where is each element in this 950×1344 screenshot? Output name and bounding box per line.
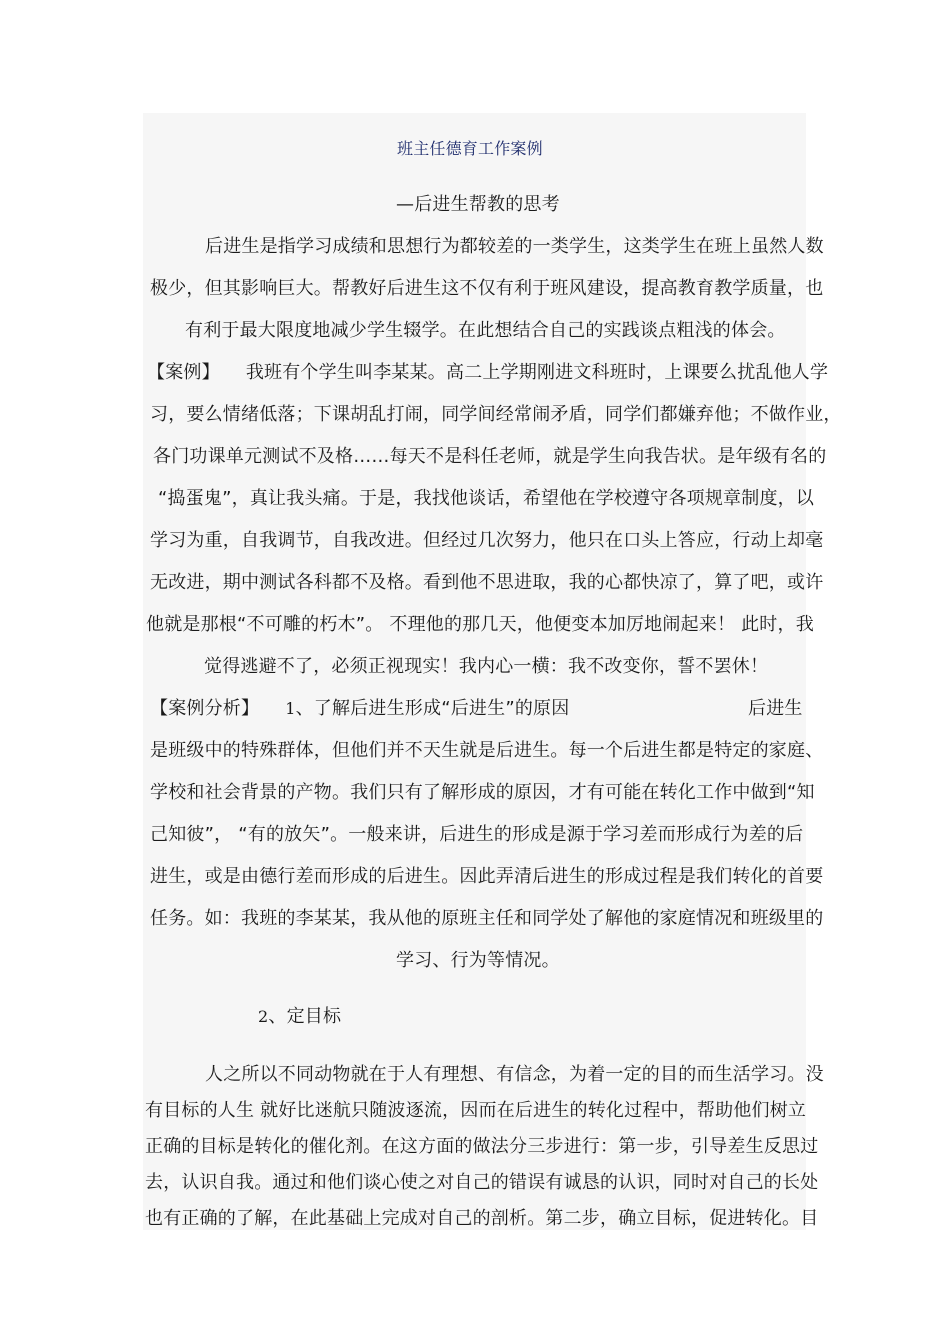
intro-line-1: 后进生是指学习成绩和思想行为都较差的一类学生，这类学生在班上虽然人数 <box>205 236 824 257</box>
analysis-line-2: 学校和社会背景的产物。我们只有了解形成的原因，才有可能在转化工作中做到“知 <box>150 782 815 803</box>
goal-line-5: 也有正确的了解，在此基础上完成对自己的剖析。第二步，确立目标，促进转化。目 <box>145 1208 819 1229</box>
point-1-number: 1 <box>285 699 296 718</box>
goal-line-3: 正确的目标是转化的催化剂。在这方面的做法分三步进行：第一步，引导差生反思过 <box>145 1136 819 1157</box>
case-line-8: 觉得逃避不了，必须正视现实！我内心一横：我不改变你，誓不罢休！ <box>204 656 769 677</box>
case-line-1 <box>147 360 828 386</box>
point-2-heading: 、定目标 <box>268 1006 342 1027</box>
point-1-heading: 、了解后进生形成“后进生”的原因 <box>295 698 570 719</box>
case-line-4: “捣蛋鬼”，真让我头痛。于是，我找他谈话，希望他在学校遵守各项规章制度，以 <box>158 488 815 509</box>
case-text-1: 我班有个学生叫李某某。高二上学期刚进文科班时，上课要么扰乱他人学 <box>245 362 829 383</box>
case-line-6: 无改进，期中测试各科都不及格。看到他不思进取，我的心都快凉了，算了吧，或许 <box>150 572 824 593</box>
case-line-2: 习，要么情绪低落；下课胡乱打闹，同学间经常闹矛盾，同学们都嫌弃他；不做作业， <box>150 404 842 425</box>
analysis-line-3: 己知彼”， “有的放矢”。一般来讲，后进生的形成是源于学习差而形成行为差的后 <box>150 824 804 845</box>
case-line-7: 他就是那根“不可雕的朽木”。 不理他的那几天，他便变本加厉地闹起来！ 此时，我 <box>146 614 814 635</box>
intro-line-3: 有利于最大限度地减少学生辍学。在此想结合自己的实践谈点粗浅的体会。 <box>185 320 786 341</box>
point-1-tail: 后进生 <box>748 698 803 719</box>
analysis-line-6: 学习、行为等情况。 <box>396 950 560 971</box>
doc-title: 班主任德育工作案例 <box>397 139 543 158</box>
goal-line-4: 去，认识自我。通过和他们谈心使之对自己的错误有诚恳的认识，同时对自己的长处 <box>145 1172 819 1193</box>
analysis-line-5: 任务。如：我班的李某某，我从他的原班主任和同学处了解他的家庭情况和班级里的 <box>150 908 824 929</box>
analysis-label: 【案例分析】 <box>150 698 260 719</box>
case-line-3: 各门功课单元测试不及格……每天不是科任老师，就是学生向我告状。是年级有名的 <box>153 446 827 467</box>
case-label: 【案例】 <box>147 362 220 383</box>
point-2-number: 2 <box>258 1007 269 1026</box>
intro-line-2: 极少，但其影响巨大。帮教好后进生这不仅有利于班风建设，提高教育教学质量，也 <box>150 278 824 299</box>
analysis-line-4: 进生，或是由德行差而形成的后进生。因此弄清后进生的形成过程是我们转化的首要 <box>150 866 824 887</box>
analysis-line-1: 是班级中的特殊群体，但他们并不天生就是后进生。每一个后进生都是特定的家庭、 <box>150 740 824 761</box>
goal-line-2: 有目标的人生 就好比迷航只随波逐流，因而在后进生的转化过程中，帮助他们树立 <box>145 1100 807 1121</box>
point-2-heading-line <box>258 1004 341 1030</box>
goal-line-1: 人之所以不同动物就在于人有理想、有信念，为着一定的目的而生活学习。没 <box>205 1064 824 1085</box>
analysis-heading-line <box>150 696 569 722</box>
case-line-5: 学习为重，自我调节，自我改进。但经过几次努力，他只在口头上答应，行动上却毫 <box>150 530 824 551</box>
doc-subtitle: —后进生帮教的思考 <box>396 194 560 215</box>
